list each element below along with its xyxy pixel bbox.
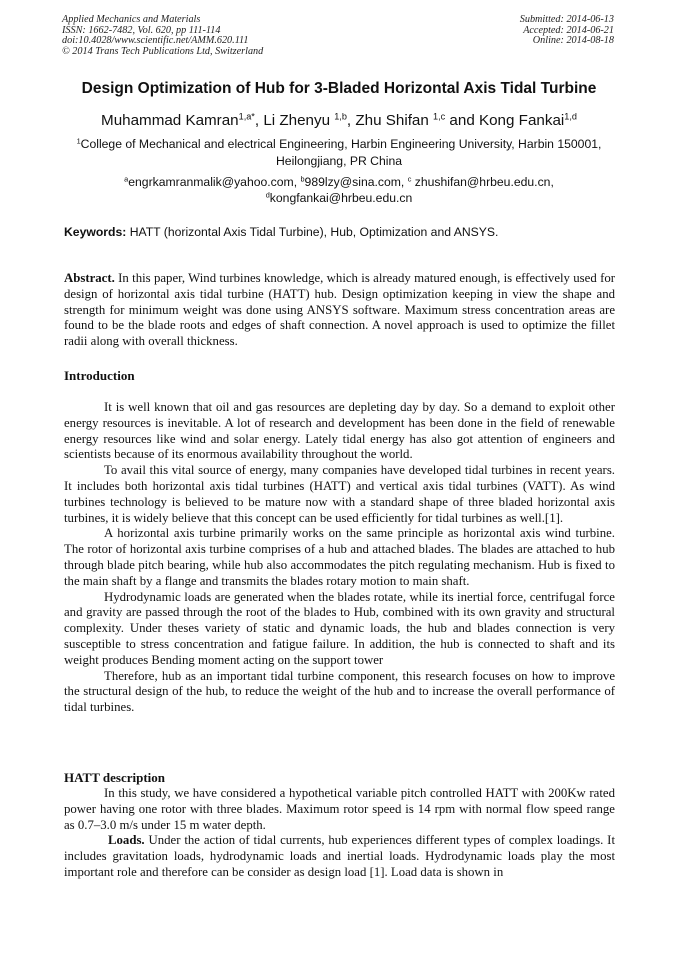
author-affil-mark: 1,b bbox=[334, 111, 347, 122]
online-date: Online: 2014-08-18 bbox=[532, 35, 614, 47]
keywords bbox=[64, 224, 616, 240]
affiliation bbox=[62, 136, 616, 170]
hatt-body bbox=[64, 786, 615, 881]
email-mark: d bbox=[265, 190, 270, 200]
email-mark: a bbox=[124, 174, 129, 184]
author-emails bbox=[62, 174, 616, 206]
author-name: Zhu Shifan bbox=[355, 112, 434, 129]
journal-name: Applied Mechanics and Materials bbox=[62, 14, 201, 25]
abstract bbox=[64, 271, 615, 350]
journal-header bbox=[62, 15, 263, 57]
author-separator: and bbox=[445, 112, 479, 129]
abstract-text: In this paper, Wind turbines knowledge, which is already matured enough, is effectively used for design of horizontal axis tidal turbine (HATT) hub. Design optimization keeping in view the shape and strength for minimum weight was done using ANSYS software. Maximum stress concentration areas are found to be the blade roots and edges of shaft connection. A novel approach is used to optimize the fillet radii along with overall thickness. bbox=[64, 271, 615, 349]
author-list bbox=[30, 112, 648, 129]
introduction-body bbox=[64, 400, 615, 716]
loads-text: Under the action of tidal currents, hub experiences different types of complex loadings. It includes gravitation loads, hydrodynamic loads and inertial loads. Hydrodynamic loads play the most important role and therefore can be consider as design load [1]. Load data is shown in bbox=[64, 833, 615, 879]
paragraph: It is well known that oil and gas resources are depleting day by day. So a demand to exploit other energy resources is inevitable. A lot of research and development has been done in the field of renewable energy resources like wind and solar energy. Lately tidal energy has also got attention of engineers and scientists because of its enormous availability throughout the world. bbox=[64, 400, 615, 462]
author-affil-mark: 1,c bbox=[433, 111, 446, 122]
affiliation-line-1: College of Mechanical and electrical Engineering, Harbin Engineering University, Harbin 150001, bbox=[80, 137, 602, 151]
paper-title: Design Optimization of Hub for 3-Bladed Horizontal Axis Tidal Turbine bbox=[81, 80, 597, 97]
author-affil-mark: 1,a* bbox=[238, 111, 255, 122]
paragraph bbox=[64, 833, 615, 880]
author-affil-mark: 1,d bbox=[564, 111, 577, 122]
paragraph: A horizontal axis turbine primarily works on the same principle as horizontal axis wind turbine. The rotor of horizontal axis turbine comprises of a hub and attached blades. The blades are attached to hub through blade pitch bearing, while hub also accommodates the pitch regulating mechanism. Hub is fixed to the main shaft by a flange and transmits the blades rotary motion to main shaft. bbox=[64, 526, 615, 588]
abstract-label: Abstract. bbox=[64, 271, 115, 285]
submitted-date: Submitted: 2014-06-13 bbox=[519, 14, 614, 25]
hatt-heading: HATT description bbox=[64, 770, 166, 785]
author-separator: , bbox=[346, 112, 356, 129]
email-mark: c bbox=[407, 174, 412, 184]
keywords-text: HATT (horizontal Axis Tidal Turbine), Hub, Optimization and ANSYS. bbox=[126, 225, 499, 239]
issn-line: ISSN: 1662-7482, Vol. 620, pp 111-114 bbox=[62, 24, 221, 36]
author-name: Muhammad Kamran bbox=[101, 112, 239, 129]
author-name: Li Zhenyu bbox=[263, 112, 335, 129]
keywords-label: Keywords: bbox=[64, 225, 127, 239]
doi-line: doi:10.4028/www.scientific.net/AMM.620.111 bbox=[62, 35, 249, 47]
paragraph: Hydrodynamic loads are generated when the blades rotate, while its inertial force, centrifugal force and gravity are passed through the root of the blades to Hub, combined with its own gravity and structural complexity. Under theses variety of static and dynamic loads, the hub and blades connection is very susceptible to stress concentration and fatigue failure. In addition, the hub is connected to shaft and its weight produces Bending moment acting on the support tower bbox=[64, 589, 615, 667]
email-b[interactable]: 989lzy@sina.com, bbox=[304, 175, 408, 189]
paragraph: In this study, we have considered a hypothetical variable pitch controlled HATT with 200Kw rated power having one rotor with three blades. Maximum rotor speed is 14 rpm with normal flow speed range as 0.7–3.0 m/s under 15 m water depth. bbox=[64, 786, 615, 832]
email-a[interactable]: engrkamranmalik@yahoo.com, bbox=[128, 175, 301, 189]
email-mark: b bbox=[300, 174, 305, 184]
email-d[interactable]: kongfankai@hrbeu.edu.cn bbox=[269, 191, 413, 205]
author-name: Kong Fankai bbox=[478, 112, 565, 129]
affiliation-line-2: Heilongjiang, PR China bbox=[275, 154, 402, 168]
affiliation-mark: 1 bbox=[76, 136, 81, 146]
copyright-line: © 2014 Trans Tech Publications Ltd, Switzerland bbox=[62, 45, 264, 57]
paragraph: Therefore, hub as an important tidal turbine component, this research focuses on how to improve the structural design of the hub, to reduce the weight of the hub and to increase the overall performance of tidal turbines. bbox=[64, 668, 615, 715]
paragraph: To avail this vital source of energy, many companies have developed tidal turbines in recent years. It includes both horizontal axis tidal turbines (HATT) and vertical axis tidal turbines (VATT). As wind turbines technology is believed to be mature now with a standard shape of three bladed horizontal axis turbines, it is widely believe that this concept can be used efficiently for tidal turbines as well.[1]. bbox=[64, 463, 615, 525]
email-c[interactable]: zhushifan@hrbeu.edu.cn, bbox=[411, 175, 554, 189]
accepted-date: Accepted: 2014-06-21 bbox=[523, 24, 614, 36]
dates-header bbox=[520, 15, 614, 47]
loads-label: Loads. bbox=[108, 833, 145, 848]
author-separator: , bbox=[254, 112, 264, 129]
introduction-heading: Introduction bbox=[64, 368, 135, 383]
